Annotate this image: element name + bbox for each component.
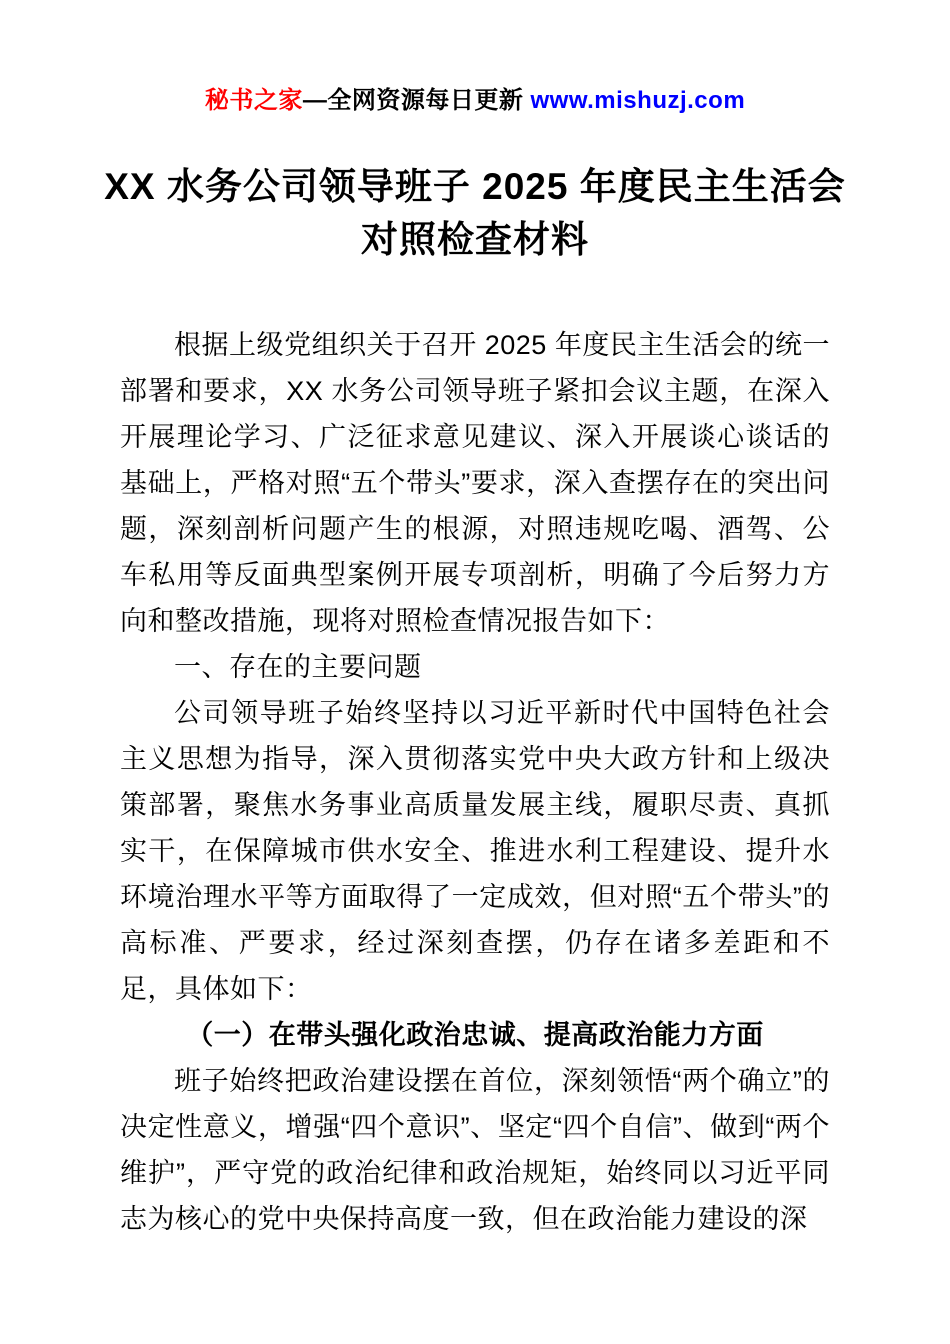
paragraph-intro: 根据上级党组织关于召开 2025 年度民主生活会的统一部署和要求，XX 水务公司领导班子紧扣会议主题，在深入开展理论学习、广泛征求意见建议、深入开展谈心谈话的基础上，严格对照“五个带头”要求，深入查摆存在的突出问题，深刻剖析问题产生的根源，对照违规吃喝、酒驾、公车私用等反面典型案例开展专项剖析，明确了今后努力方向和整改措施，现将对照检查情况报告如下： (120, 330, 830, 637)
document-title-line-1: XX 水务公司领导班子 2025 年度民主生活会 (104, 166, 846, 207)
sub-heading-1-1: （一）在带头强化政治忠诚、提高政治能力方面 (186, 1020, 764, 1051)
document-title (0, 161, 950, 266)
document-body (0, 322, 950, 1242)
paragraph-overview: 公司领导班子始终坚持以习近平新时代中国特色社会主义思想为指导，深入贯彻落实党中央大政方针和上级决策部署，聚焦水务事业高质量发展主线，履职尽责、真抓实干，在保障城市供水安全、推进水利工程建设、提升水环境治理水平等方面取得了一定成效，但对照“五个带头”的高标准、严要求，经过深刻查摆，仍存在诸多差距和不足，具体如下： (120, 698, 830, 1005)
paragraph-detail: 班子始终把政治建设摆在首位，深刻领悟“两个确立”的决定性意义，增强“四个意识”、坚定“四个自信”、做到“两个维护”，严守党的政治纪律和政治规矩，始终同以习近平同志为核心的党中央保持高度一致，但在政治能力建设的深 (120, 1066, 830, 1235)
site-header (0, 0, 950, 115)
document-title-line-2: 对照检查材料 (361, 218, 589, 260)
site-tagline: —全网资源每日更新 (302, 87, 531, 114)
section-heading-1: 一、存在的主要问题 (174, 652, 422, 683)
site-url-link[interactable]: www.mishuzj.com (530, 87, 746, 114)
site-brand: 秘书之家 (204, 87, 303, 114)
